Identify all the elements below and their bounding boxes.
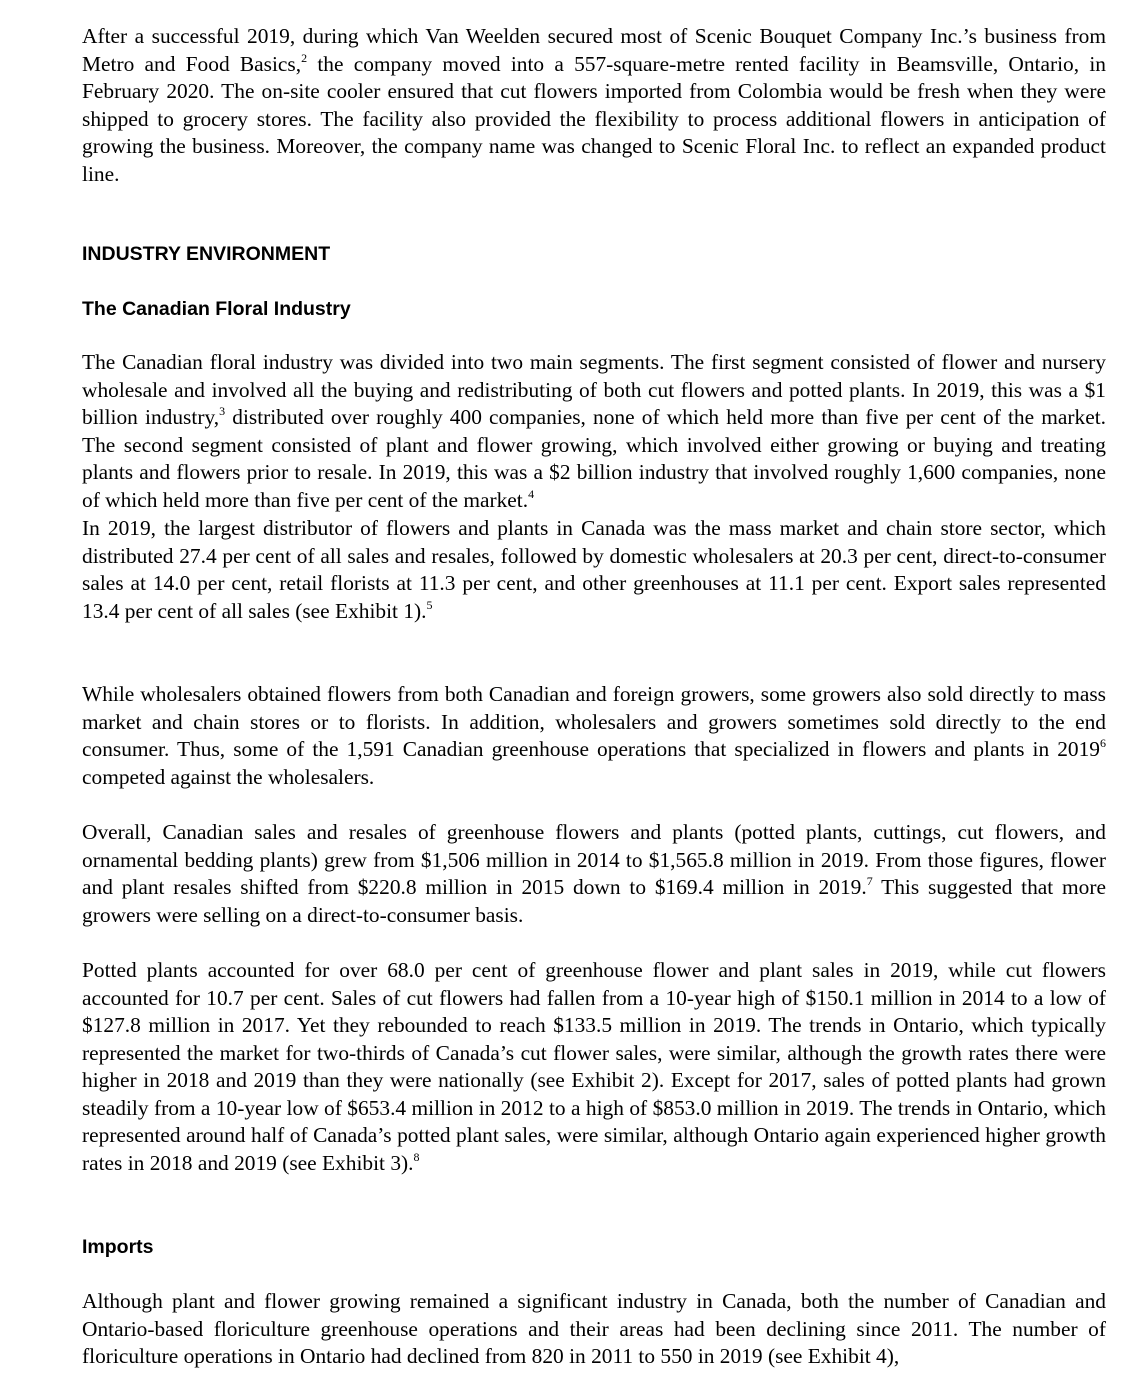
paragraph-text: In 2019, the largest distributor of flowers and plants in Canada was the mass market and chain store sector, which distributed 27.4 per cent of all sales and resales, followed by domestic wholesalers at 20.3 per cent, direct-to-consumer sales at 14.0 per cent, retail florists at 11.3 per cent, and other greenhouses at 11.1 per cent. Export sales represented 13.4 per cent of all sales (see Exhibit 1). <box>82 516 1106 623</box>
footnote-ref: 7 <box>866 874 873 888</box>
footnote-ref: 8 <box>413 1149 420 1164</box>
subsection-heading-imports: Imports <box>82 1236 154 1258</box>
paragraph-text: While wholesalers obtained flowers from both Canadian and foreign growers, some growers also sold directly to mass market and chain stores or to florists. In addition, wholesalers and growers sometimes sold directly to the end consumer. Thus, some of the 1,591 Canadian greenhouse operations that specialized in flowers and plants in 2019 <box>82 682 1106 761</box>
footnote-ref: 3 <box>219 404 226 418</box>
paragraph-wholesalers <box>82 681 1106 791</box>
paragraph-text: distributed over roughly 400 companies, none of which held more than five per cent of the market. The second segment consisted of plant and flower growing, which involved either growing or buying and treating plants and flowers prior to resale. In 2019, this was a $2 billion industry that involved roughly 1,600 companies, none of which held more than five per cent of the market. <box>82 405 1107 512</box>
section-heading: INDUSTRY ENVIRONMENT <box>82 243 331 265</box>
paragraph-text: competed against the wholesalers. <box>82 764 375 789</box>
paragraph-imports <box>82 1288 1106 1371</box>
paragraph-text: This suggested that more growers were selling on a direct-to-consumer basis. <box>82 875 1106 927</box>
paragraph-distributors <box>82 515 1106 625</box>
paragraph-sales-trends <box>82 819 1106 929</box>
paragraph-text: Although plant and flower growing remained a significant industry in Canada, both the number of Canadian and Ontario-based floriculture greenhouse operations and their areas had been declining since 2011. The number of floriculture operations in Ontario had declined from 820 in 2011 to 550 in 2019 (see Exhibit 4), <box>82 1289 1106 1368</box>
footnote-ref: 2 <box>301 50 308 65</box>
subsection-heading-floral-industry: The Canadian Floral Industry <box>82 298 351 320</box>
paragraph-text: Overall, Canadian sales and resales of greenhouse flowers and plants (potted plants, cuttings, cut flowers, and ornamental bedding plants) grew from $1,506 million in 2014 to $1,565.8 million in 2019. From those figures, flower and plant resales shifted from $220.8 million in 2015 down to $169.4 million in 2019. <box>82 820 1106 899</box>
footnote-ref: 6 <box>1100 736 1106 750</box>
paragraph-text: the company moved into a 557-square-metre rented facility in Beamsville, Ontario, in February 2020. The on-site cooler ensured that cut flowers imported from Colombia would be fresh when they were shipped to grocery stores. The facility also provided the flexibility to process additional flowers in anticipation of growing the business. Moreover, the company name was changed to Scenic Floral Inc. to reflect an expanded product line. <box>82 51 1106 186</box>
footnote-ref: 5 <box>426 597 433 612</box>
paragraph-industry-segments <box>82 349 1106 514</box>
paragraph-text: The Canadian floral industry was divided into two main segments. The first segment consisted of flower and nursery wholesale and involved all the buying and redistributing of both cut flowers and potted plants. In 2019, this was a $1 billion industry, <box>82 350 1106 429</box>
paragraph-text: After a successful 2019, during which Van Weelden secured most of Scenic Bouquet Company Inc.’s business from Metro and Food Basics, <box>82 24 1106 76</box>
footnote-ref: 4 <box>528 486 535 501</box>
paragraph-scenic-floral <box>82 23 1106 188</box>
paragraph-potted-plants <box>82 957 1106 1177</box>
paragraph-text: Potted plants accounted for over 68.0 per cent of greenhouse flower and plant sales in 2019, while cut flowers accounted for 10.7 per cent. Sales of cut flowers had fallen from a 10-year high of $150.1 million in 2014 to a low of $127.8 million in 2017. Yet they rebounded to reach $133.5 million in 2019. The trends in Ontario, which typically represented the market for two-thirds of Canada’s cut flower sales, were similar, although the growth rates there were higher in 2018 and 2019 than they were nationally (see Exhibit 2). Except for 2017, sales of potted plants had grown steadily from a 10-year low of $653.4 million in 2012 to a high of $853.0 million in 2019. The trends in Ontario, which represented around half of Canada’s potted plant sales, were similar, although Ontario again experienced higher growth rates in 2018 and 2019 (see Exhibit 3). <box>82 958 1106 1175</box>
